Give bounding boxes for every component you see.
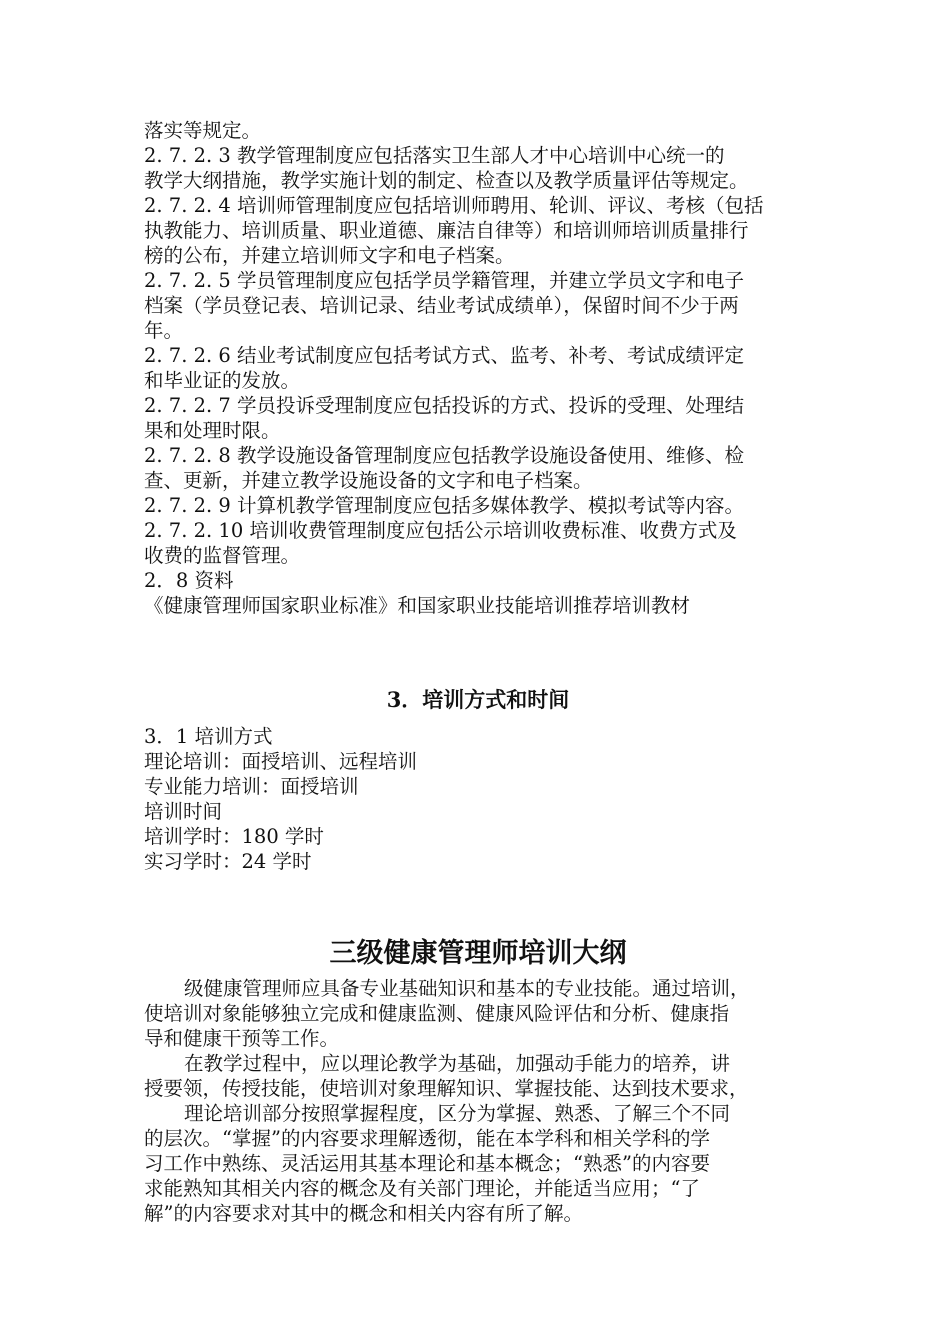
body-line: 2. 7. 2. 3 教学管理制度应包括落实卫生部人才中心培训中心统一的 [144, 144, 725, 167]
body-line: 落实等规定。 [144, 119, 262, 142]
outline-paragraph-2 [144, 1051, 812, 1101]
spacer [144, 618, 812, 686]
section-3-line: 培训时间 [144, 800, 223, 823]
body-line: 2. 7. 2. 7 学员投诉受理制度应包括投诉的方式、投诉的受理、处理结 [144, 394, 745, 417]
spacer [144, 874, 812, 936]
paragraph-line: 解”的内容要求对其中的概念和相关内容有所了解。 [144, 1202, 583, 1225]
paragraph-line: 理论培训部分按照掌握程度，区分为掌握、熟悉、了解三个不同 [184, 1102, 731, 1125]
body-line: 2. 7. 2. 10 培训收费管理制度应包括公示培训收费标准、收费方式及 [144, 519, 737, 542]
body-line: 榜的公布，并建立培训师文字和电子档案。 [144, 244, 515, 267]
body-line: 档案（学员登记表、培训记录、结业考试成绩单），保留时间不少于两 [144, 294, 739, 317]
paragraph-line: 的层次。“掌握”的内容要求理解透彻，能在本学科和相关学科的学 [144, 1127, 710, 1150]
paragraph-line: 导和健康干预等工作。 [144, 1027, 340, 1050]
regulations-section [144, 118, 812, 618]
outline-title: 三级健康管理师培训大纲 [329, 938, 627, 969]
section-3-line: 理论培训：面授培训、远程培训 [144, 750, 418, 773]
section-3-heading: 3．培训方式和时间 [386, 687, 570, 712]
paragraph-line: 在教学过程中，应以理论教学为基础，加强动手能力的培养，讲 [184, 1052, 731, 1075]
section-2-8-heading: 2．8 资料 [144, 569, 234, 592]
paragraph-line: 求能熟知其相关内容的概念及有关部门理论，并能适当应用；“了 [144, 1177, 700, 1200]
body-line: 2. 7. 2. 9 计算机教学管理制度应包括多媒体教学、模拟考试等内容。 [144, 494, 745, 517]
body-line: 执教能力、培训质量、职业道德、廉洁自律等）和培训师培训质量排行 [144, 219, 749, 242]
body-line: 2. 7. 2. 8 教学设施设备管理制度应包括教学设施设备使用、维修、检 [144, 444, 745, 467]
training-method-section [144, 686, 812, 874]
body-line: 年。 [144, 319, 184, 342]
section-3-line: 培训学时：180 学时 [144, 825, 324, 848]
body-line: 查、更新，并建立教学设施设备的文字和电子档案。 [144, 469, 593, 492]
paragraph-line: 习工作中熟练、灵活运用其基本理论和基本概念；“熟悉”的内容要 [144, 1152, 710, 1175]
paragraph-line: 使培训对象能够独立完成和健康监测、健康风险评估和分析、健康指 [144, 1002, 730, 1025]
body-line: 2. 7. 2. 4 培训师管理制度应包括培训师聘用、轮训、评议、考核（包括 [144, 194, 764, 217]
document-page [144, 118, 812, 1226]
paragraph-line: 授要领，传授技能，使培训对象理解知识、掌握技能、达到技术要求， [144, 1077, 749, 1100]
section-3-line: 实习学时：24 学时 [144, 850, 312, 873]
outline-section [144, 936, 812, 1226]
section-3-line: 专业能力培训：面授培训 [144, 775, 359, 798]
materials-line: 《健康管理师国家职业标准》和国家职业技能培训推荐培训教材 [144, 594, 691, 617]
section-3-line: 3．1 培训方式 [144, 725, 273, 748]
body-line: 2. 7. 2. 6 结业考试制度应包括考试方式、监考、补考、考试成绩评定 [144, 344, 745, 367]
body-line: 和毕业证的发放。 [144, 369, 301, 392]
body-line: 教学大纲措施，教学实施计划的制定、检查以及教学质量评估等规定。 [144, 169, 749, 192]
outline-paragraph-1 [144, 976, 812, 1051]
body-line: 收费的监督管理。 [144, 544, 301, 567]
body-line: 果和处理时限。 [144, 419, 281, 442]
outline-paragraph-3 [144, 1101, 812, 1226]
paragraph-line: 级健康管理师应具备专业基础知识和基本的专业技能。通过培训， [184, 977, 750, 1000]
body-line: 2. 7. 2. 5 学员管理制度应包括学员学籍管理，并建立学员文字和电子 [144, 269, 745, 292]
